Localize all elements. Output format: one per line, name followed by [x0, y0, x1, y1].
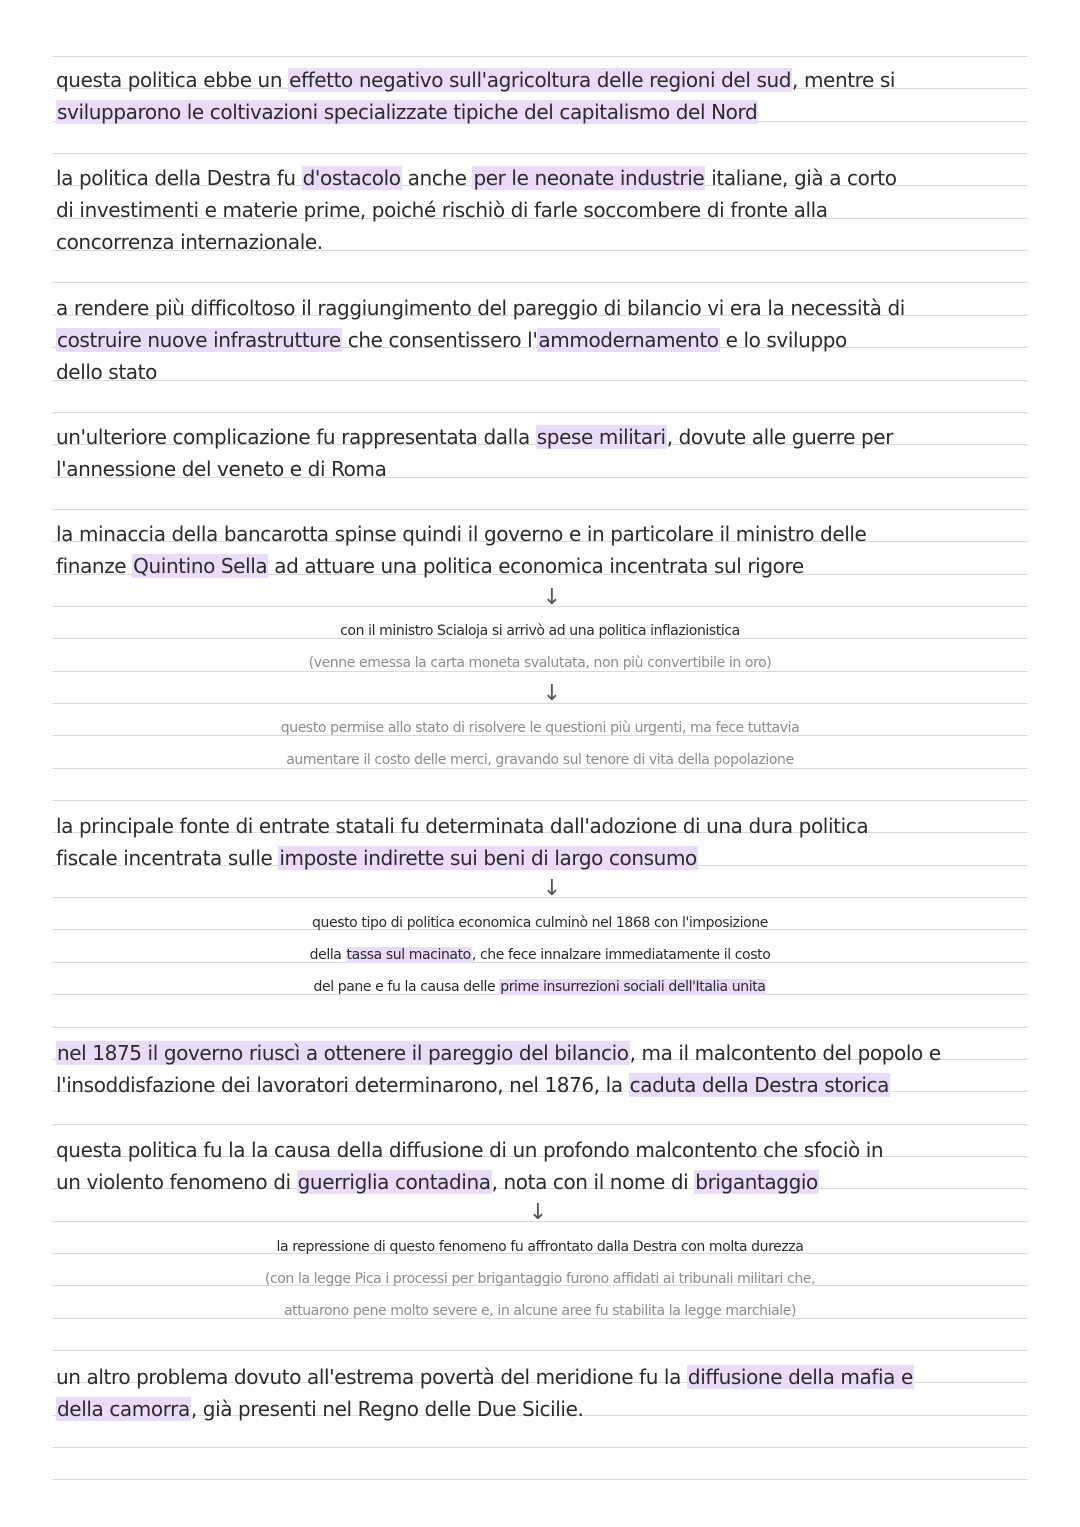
text-segment: , dovute alle guerre per: [666, 425, 894, 449]
text-segment: , nota con il nome di: [491, 1170, 695, 1194]
highlighted-text: imposte indirette sui beni di largo consumo: [279, 846, 697, 870]
ruled-line: [52, 509, 1028, 510]
text-segment: un violento fenomeno di: [56, 1170, 297, 1194]
note-line: [56, 550, 804, 582]
highlighted-text: della camorra: [57, 1397, 190, 1421]
text-segment: a rendere più difficoltoso il raggiungimento del pareggio di bilancio vi era la necessità di: [56, 296, 905, 320]
text-segment: che consentissero l': [341, 328, 538, 352]
ruled-line: [52, 703, 1028, 704]
text-segment: della: [309, 947, 346, 963]
ruled-line: [52, 1479, 1028, 1480]
text-segment: l'insoddisfazione dei lavoratori determinarono, nel 1876, la: [56, 1073, 629, 1097]
note-line: [56, 226, 323, 258]
text-segment: con il ministro Scialoja si arrivò ad una politica inflazionistica: [340, 623, 740, 639]
highlighted-text: nel 1875 il governo riuscì a ottenere il pareggio del bilancio: [57, 1041, 629, 1065]
down-arrow-icon: ↓: [542, 585, 562, 610]
ruled-line: [52, 606, 1028, 607]
text-segment: questo tipo di politica economica culminò nel 1868 con l'imposizione: [312, 915, 768, 931]
text-segment: anche: [401, 166, 473, 190]
text-segment: italiane, già a corto: [705, 166, 897, 190]
text-segment: di investimenti e materie prime, poiché rischiò di farle soccombere di fronte alla: [56, 198, 828, 222]
down-arrow-icon: ↓: [528, 1200, 548, 1225]
text-segment: questo permise allo stato di risolvere le questioni più urgenti, ma fece tuttavia: [280, 720, 800, 736]
note-line: [56, 518, 866, 550]
text-segment: del pane e fu la causa delle: [313, 979, 500, 995]
note-line: [56, 194, 828, 226]
highlighted-text: per le neonate industrie: [473, 166, 705, 190]
note-line: [0, 1295, 1080, 1327]
text-segment: , già presenti nel Regno delle Due Sicilie.: [190, 1397, 584, 1421]
note-line: [56, 1166, 819, 1198]
text-segment: , ma il malcontento del popolo e: [629, 1041, 941, 1065]
highlighted-text: brigantaggio: [695, 1170, 818, 1194]
down-arrow-icon: ↓: [542, 876, 562, 901]
text-segment: fiscale incentrata sulle: [56, 846, 279, 870]
text-segment: (venne emessa la carta moneta svalutata, non più convertibile in oro): [308, 655, 772, 671]
text-segment: questa politica fu la la causa della diffusione di un profondo malcontento che sfociò in: [56, 1138, 884, 1162]
down-arrow-icon: ↓: [542, 681, 562, 706]
text-segment: la principale fonte di entrate statali fu determinata dall'adozione di una dura politica: [56, 814, 869, 838]
ruled-line: [52, 800, 1028, 801]
highlighted-text: Quintino Sella: [133, 554, 268, 578]
note-line: [56, 162, 897, 194]
highlighted-text: svilupparono le coltivazioni specializzate tipiche del capitalismo del Nord: [57, 100, 758, 124]
text-segment: un'ulteriore complicazione fu rappresentata dalla: [56, 425, 536, 449]
text-segment: dello stato: [56, 360, 157, 384]
note-line: [56, 1134, 883, 1166]
highlighted-text: prime insurrezioni sociali dell'Italia unita: [500, 979, 766, 995]
highlighted-text: caduta della Destra storica: [629, 1073, 889, 1097]
note-line: [0, 712, 1080, 744]
note-line: [0, 939, 1080, 971]
note-line: [56, 356, 157, 388]
ruled-line: [52, 1124, 1028, 1125]
text-segment: ad attuare una politica economica incentrata sul rigore: [268, 554, 804, 578]
note-line: [56, 810, 868, 842]
text-segment: aumentare il costo delle merci, gravando sul tenore di vita della popolazione: [286, 752, 794, 768]
ruled-line: [52, 1350, 1028, 1351]
highlighted-text: diffusione della mafia e: [687, 1365, 913, 1389]
ruled-line: [52, 153, 1028, 154]
note-line: [0, 615, 1080, 647]
note-line: [56, 96, 758, 128]
text-segment: l'annessione del veneto e di Roma: [56, 457, 387, 481]
note-line: [56, 1393, 583, 1425]
ruled-line: [52, 897, 1028, 898]
highlighted-text: d'ostacolo: [302, 166, 401, 190]
highlighted-text: guerriglia contadina: [297, 1170, 491, 1194]
text-segment: questa politica ebbe un: [56, 68, 289, 92]
note-line: [56, 1069, 890, 1101]
note-line: [56, 1037, 941, 1069]
highlighted-text: effetto negativo sull'agricoltura delle regioni del sud: [289, 68, 792, 92]
note-line: [56, 64, 895, 96]
highlighted-text: ammodernamento: [538, 328, 719, 352]
text-segment: , che fece innalzare immediatamente il costo: [471, 947, 771, 963]
ruled-line: [52, 1447, 1028, 1448]
note-line: [56, 324, 847, 356]
text-segment: concorrenza internazionale.: [56, 230, 323, 254]
note-line: [0, 971, 1080, 1003]
text-segment: un altro problema dovuto all'estrema povertà del meridione fu la: [56, 1365, 687, 1389]
highlighted-text: costruire nuove infrastrutture: [57, 328, 341, 352]
ruled-line: [52, 1027, 1028, 1028]
text-segment: la repressione di questo fenomeno fu affrontato dalla Destra con molta durezza: [276, 1239, 804, 1255]
text-segment: la politica della Destra fu: [56, 166, 302, 190]
note-line: [0, 744, 1080, 776]
ruled-line: [52, 282, 1028, 283]
note-line: [56, 453, 386, 485]
text-segment: , mentre si: [792, 68, 896, 92]
ruled-line: [52, 412, 1028, 413]
note-line: [0, 1263, 1080, 1295]
text-segment: la minaccia della bancarotta spinse quindi il governo e in particolare il ministro delle: [56, 522, 867, 546]
highlighted-text: spese militari: [536, 425, 666, 449]
ruled-line: [52, 56, 1028, 57]
note-line: [56, 421, 893, 453]
ruled-line: [52, 380, 1028, 381]
note-line: [56, 1361, 914, 1393]
note-line: [0, 1231, 1080, 1263]
note-line: [56, 842, 698, 874]
text-segment: attuarono pene molto severe e, in alcune aree fu stabilita la legge marchiale): [283, 1303, 797, 1319]
note-line: [0, 907, 1080, 939]
text-segment: finanze: [56, 554, 133, 578]
highlighted-text: tassa sul macinato: [346, 947, 471, 963]
text-segment: e lo sviluppo: [719, 328, 847, 352]
note-line: [56, 292, 905, 324]
text-segment: (con la legge Pica i processi per brigantaggio furono affidati ai tribunali militari che,: [264, 1271, 816, 1287]
note-line: [0, 647, 1080, 679]
